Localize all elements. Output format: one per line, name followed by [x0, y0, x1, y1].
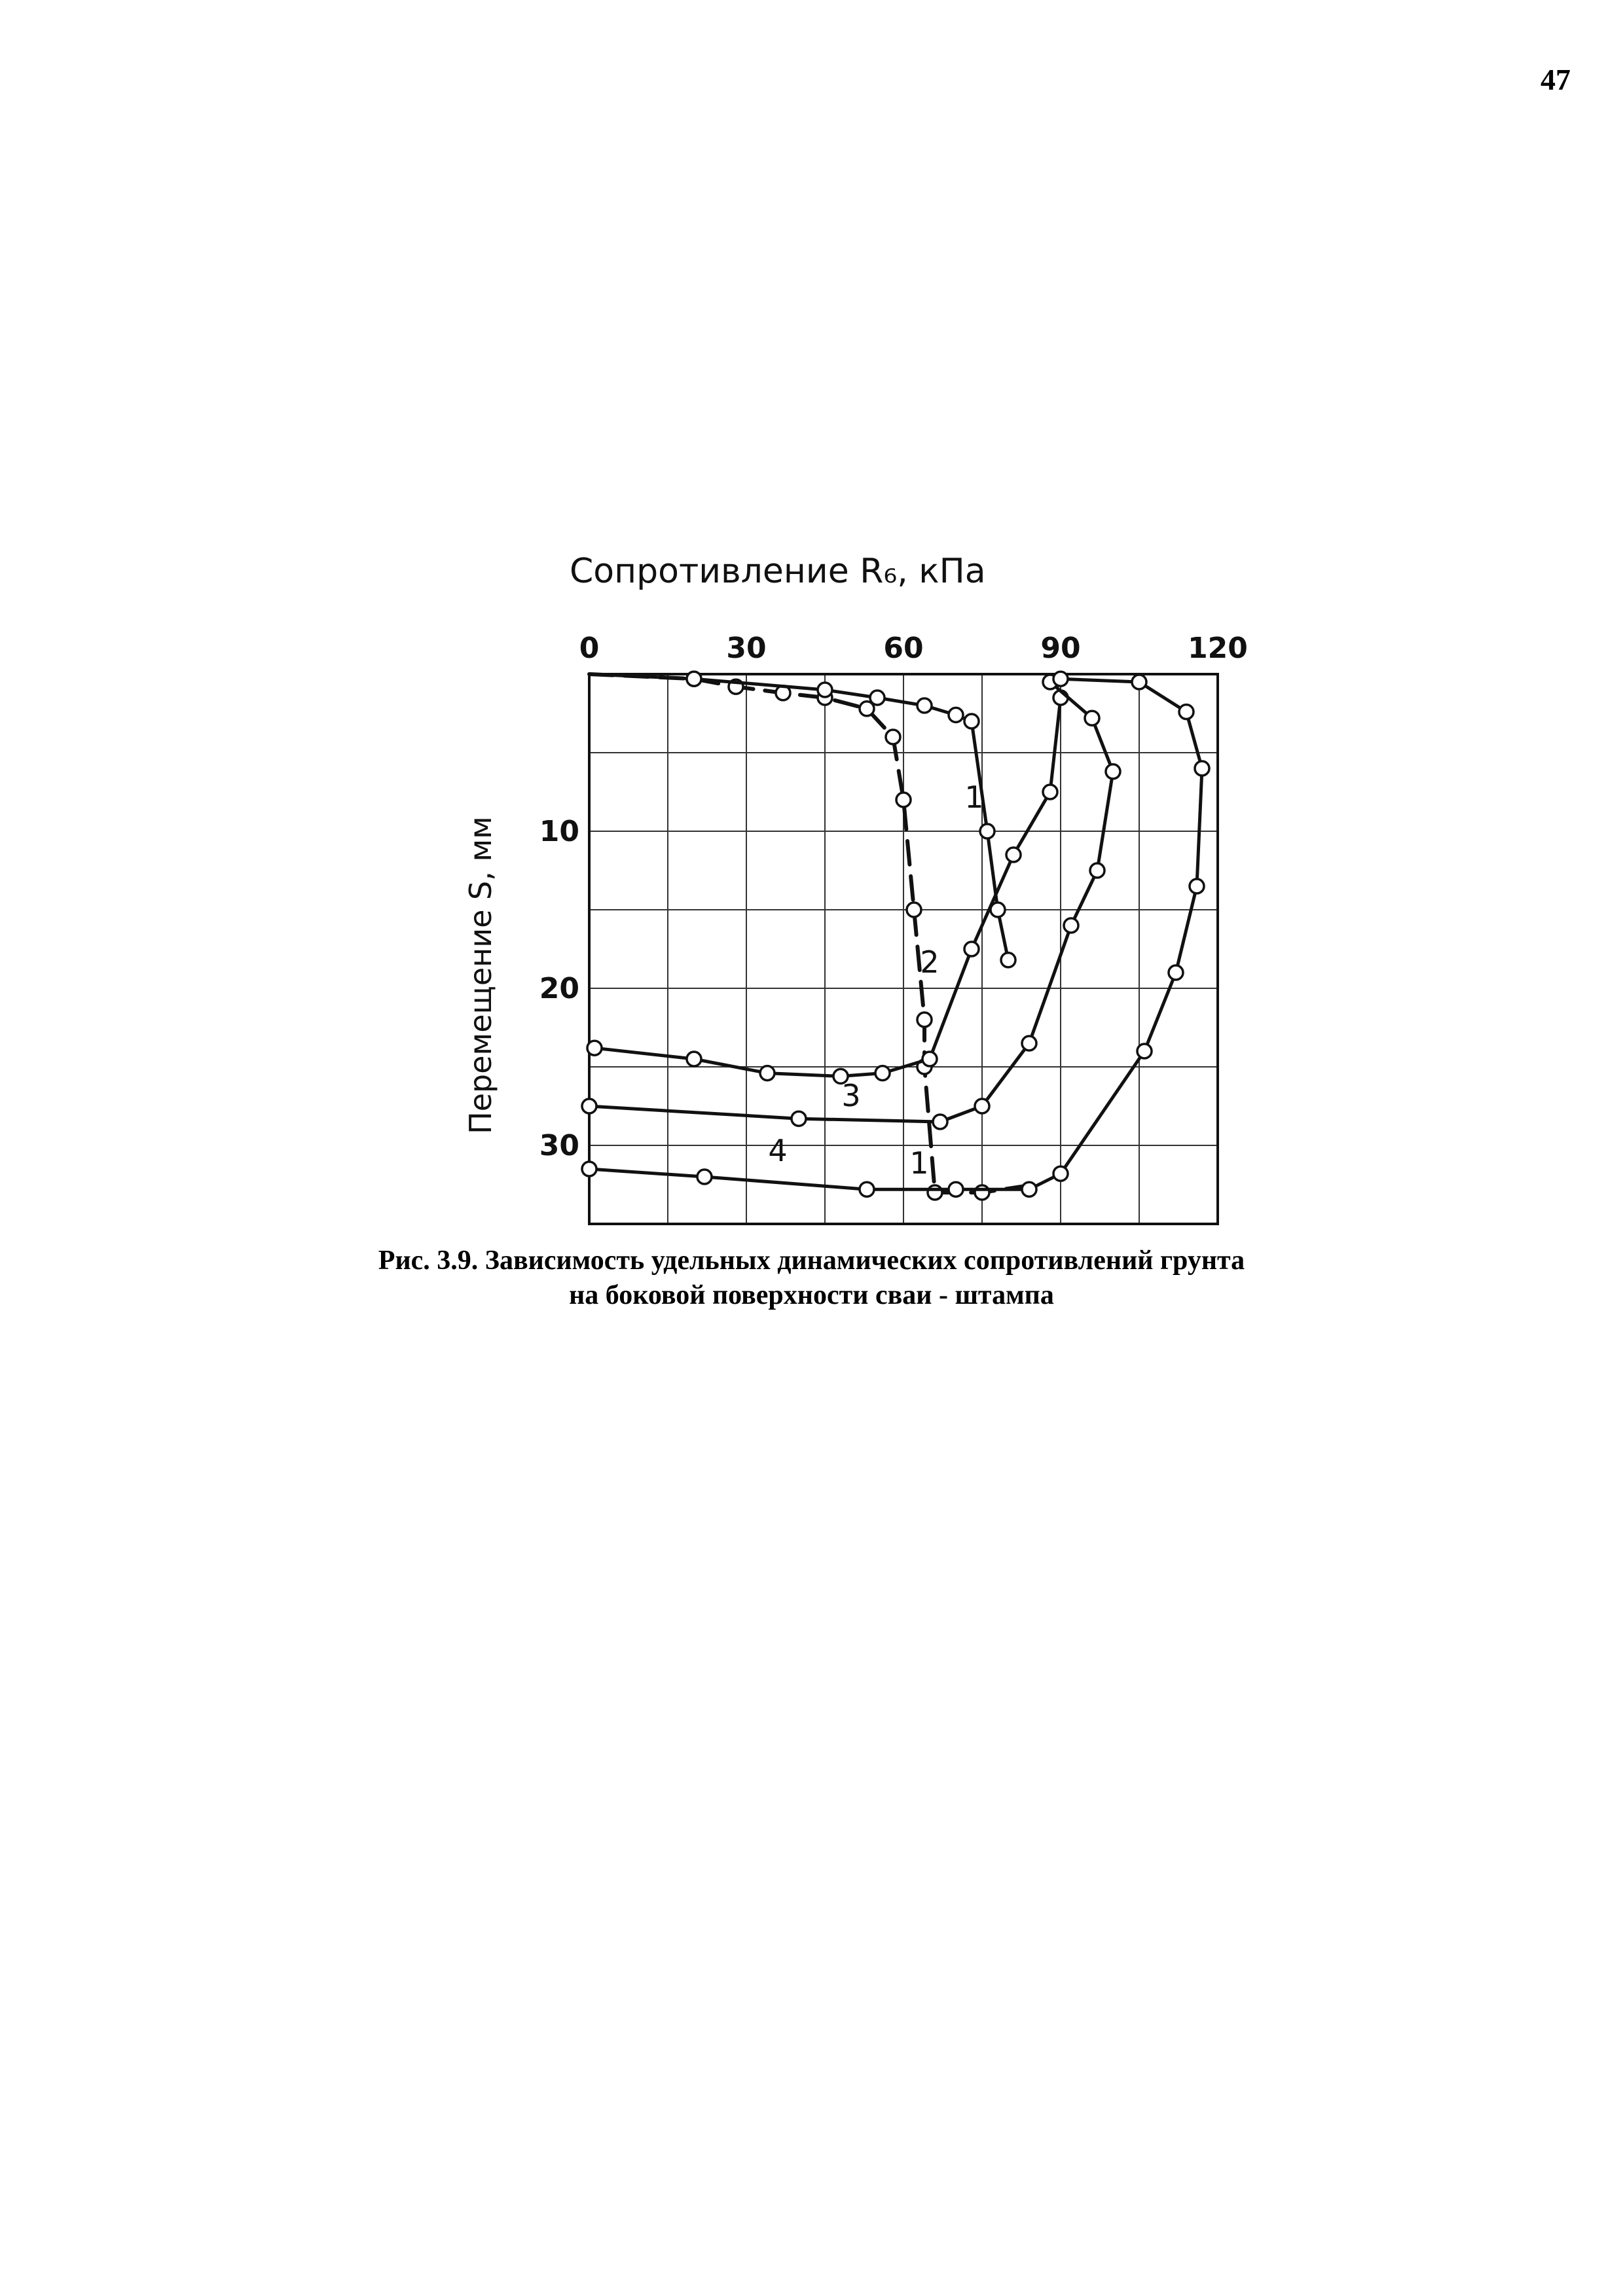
data-point-series-2 — [1006, 848, 1021, 862]
data-point-series-3 — [1022, 1036, 1036, 1050]
data-point-series-1 — [687, 672, 701, 686]
data-point-series-4 — [582, 1162, 596, 1176]
data-point-series-2 — [687, 1052, 701, 1066]
data-point-series-3 — [933, 1115, 947, 1129]
x-axis-title: Сопротивление R₆, кПа — [570, 552, 986, 591]
data-point-series-2 — [1043, 785, 1057, 799]
series-label-3: 3 — [841, 1078, 861, 1113]
y-tick-label: 10 — [539, 815, 579, 848]
data-point-series-4 — [1169, 965, 1183, 980]
data-point-series-3 — [1085, 711, 1099, 725]
page-number: 47 — [1541, 63, 1571, 96]
data-point-series-1 — [870, 691, 884, 705]
x-tick-label: 90 — [1040, 632, 1081, 665]
data-point-series-3 — [1090, 863, 1104, 878]
data-point-series-4 — [1137, 1044, 1152, 1058]
data-point-series-4 — [1053, 672, 1068, 686]
data-point-series-1 — [917, 698, 932, 713]
resistance-displacement-chart — [393, 511, 1309, 1230]
data-point-series-4 — [949, 1182, 963, 1196]
x-tick-label: 0 — [579, 632, 600, 665]
y-axis-title: Перемещение S, мм — [463, 816, 498, 1134]
data-point-series-4 — [1195, 761, 1209, 776]
data-point-series-4 — [860, 1182, 874, 1196]
data-point-series-1 — [818, 683, 832, 697]
y-tick-label: 20 — [539, 972, 579, 1005]
data-point-series-4 — [1053, 1166, 1068, 1181]
caption-line-1: Рис. 3.9. Зависимость удельных динамических сопротивлений грунта — [378, 1246, 1245, 1276]
data-point-series-2 — [760, 1066, 775, 1081]
data-point-series-4 — [1190, 879, 1204, 893]
data-point-series-1 — [949, 708, 963, 722]
series-label-2: 2 — [920, 944, 939, 980]
x-tick-label: 60 — [883, 632, 924, 665]
data-point-series-1 — [896, 793, 911, 807]
data-point-series-1 — [917, 1013, 932, 1027]
x-tick-label: 120 — [1188, 632, 1248, 665]
data-point-series-3 — [582, 1099, 596, 1113]
data-point-series-3 — [1064, 918, 1078, 933]
data-point-series-3 — [792, 1111, 806, 1126]
y-tick-label: 30 — [539, 1129, 579, 1162]
caption-line-2: на боковой поверхности сваи - штампа — [569, 1280, 1054, 1310]
data-point-series-3 — [1106, 764, 1120, 779]
data-point-series-4 — [1179, 705, 1194, 719]
data-point-series-4 — [1132, 675, 1146, 689]
series-label-1: 1 — [909, 1145, 929, 1181]
data-point-series-2 — [587, 1041, 602, 1055]
series-line-1 — [589, 674, 1008, 960]
data-point-series-1 — [964, 714, 979, 728]
data-point-series-2 — [964, 942, 979, 956]
data-point-series-2 — [922, 1052, 937, 1066]
series-label-4: 4 — [768, 1133, 788, 1168]
data-point-series-1 — [886, 730, 900, 744]
data-point-series-1 — [975, 1185, 989, 1200]
data-point-series-1 — [1001, 953, 1015, 967]
data-point-series-1 — [928, 1185, 942, 1200]
data-point-series-3 — [975, 1099, 989, 1113]
figure-caption — [196, 1244, 1427, 1312]
data-point-series-4 — [697, 1170, 712, 1184]
data-point-series-2 — [875, 1066, 890, 1081]
figure — [393, 511, 1309, 1230]
series-line-2 — [594, 698, 1061, 1076]
data-point-series-1 — [907, 903, 921, 917]
x-tick-label: 30 — [726, 632, 767, 665]
series-line-1-dashed — [589, 674, 1034, 1193]
data-point-series-4 — [1022, 1182, 1036, 1196]
series-label-1: 1 — [964, 780, 984, 815]
data-point-series-1 — [980, 824, 994, 838]
